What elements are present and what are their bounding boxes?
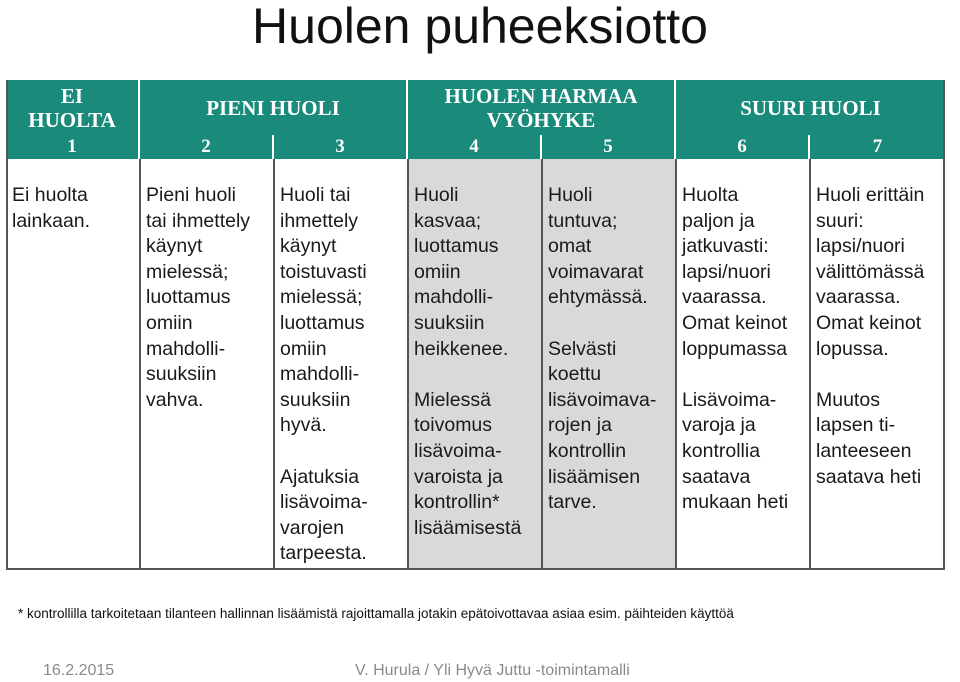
group-header-small-concern: PIENI HUOLI: [140, 80, 406, 135]
level-description-4: Huoli kasvaa; luottamus omiin mahdolli- suuksiin heikkenee. Mielessä toivomus lisävoima- varoista ja kontrollin* lisäämisestä: [408, 159, 542, 570]
level-description-1: Ei huolta lainkaan.: [12, 184, 91, 232]
level-description-2: Pieni huoli tai ihmettely käynyt mielessä; luottamus omiin mahdolli- suuksiin vahva.: [146, 184, 251, 411]
group-header-grey-zone: HUOLEN HARMAA VYÖHYKE: [408, 80, 674, 135]
group-header-big-concern: SUURI HUOLI: [676, 80, 945, 135]
level-description-3: Huoli tai ihmettely käynyt toistuvasti mielessä; luottamus omiin mahdolli- suuksiin hyvä. Ajatuksia lisävoima- varojen tarpeesta.: [280, 184, 368, 565]
level-number-6: 6: [676, 135, 808, 159]
level-number-1: 1: [6, 135, 138, 159]
footer-author: V. Hurula / Yli Hyvä Juttu -toimintamalli: [355, 662, 630, 679]
level-number-2: 2: [140, 135, 272, 159]
level-number-3: 3: [274, 135, 406, 159]
footnote: * kontrollilla tarkoitetaan tilanteen hallinnan lisäämistä rajoittamalla jotakin epätoivottavaa asiaa esim. päihteiden käyttöä: [18, 606, 734, 621]
level-description-5: Huoli tuntuva; omat voimavarat ehtymässä. Selvästi koettu lisävoimava- rojen ja kontrollin lisäämisen tarve.: [542, 159, 676, 570]
group-header-no-concern: EI HUOLTA: [6, 80, 138, 135]
page-title: Huolen puheeksiotto: [252, 0, 708, 54]
footer-date: 16.2.2015: [43, 662, 115, 679]
level-number-5: 5: [542, 135, 674, 159]
level-number-4: 4: [408, 135, 540, 159]
level-description-6: Huolta paljon ja jatkuvasti: lapsi/nuori vaarassa. Omat keinot loppumassa Lisävoima- varoja ja kontrollia saatava mukaan heti: [682, 184, 789, 514]
concern-scale-table: [6, 80, 945, 570]
level-number-7: 7: [810, 135, 945, 159]
table-border: [6, 80, 945, 570]
level-description-7: Huoli erittäin suuri: lapsi/nuori välittömässä vaarassa. Omat keinot lopussa. Muutos lapsen ti- lanteeseen saatava heti: [816, 184, 925, 488]
